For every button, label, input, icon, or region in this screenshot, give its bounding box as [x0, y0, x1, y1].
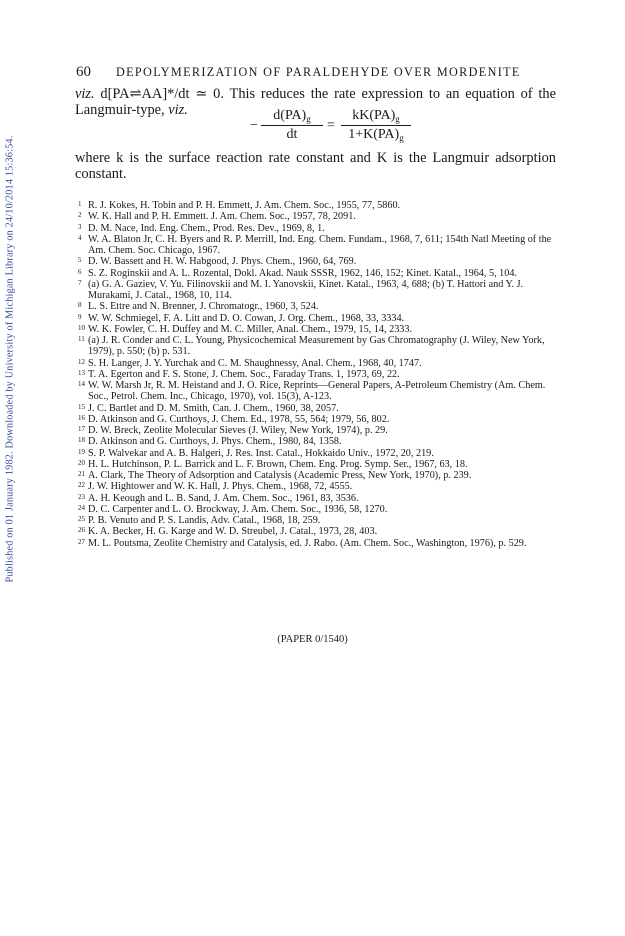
reference-item [78, 481, 562, 492]
reference-item [78, 470, 562, 481]
reference-number: 27 [78, 537, 85, 546]
reference-item [78, 436, 562, 447]
reference-text: A. H. Keough and L. B. Sand, J. Am. Chem. Soc., 1961, 83, 3536. [88, 492, 359, 504]
reference-item [78, 380, 562, 403]
reference-number: 4 [78, 233, 82, 242]
rhs-numerator-text: kK(PA) [352, 108, 396, 123]
reference-text: A. Clark, The Theory of Adsorption and Catalysis (Academic Press, New York, 1970), p. 239. [88, 470, 472, 481]
reference-item [78, 279, 562, 302]
equation-lhs-fraction [261, 108, 323, 143]
reference-number: 9 [78, 312, 82, 321]
rhs-denominator-subscript: g [399, 133, 404, 143]
page-number: 60 [76, 64, 91, 80]
reference-text: W. K. Hall and P. H. Emmett. J. Am. Chem. Soc., 1957, 78, 2091. [88, 211, 356, 223]
reference-text: W. K. Fowler, C. H. Duffey and M. C. Miller, Anal. Chem., 1979, 15, 14, 2333. [88, 323, 413, 335]
reference-text: D. M. Nace, Ind. Eng. Chem., Prod. Res. Dev., 1969, 8, 1. [88, 222, 325, 234]
rhs-subscript: g [395, 114, 400, 124]
reference-number: 26 [78, 526, 85, 535]
reference-item [78, 538, 562, 549]
reference-item [78, 223, 562, 234]
viz-label: viz. [75, 86, 95, 102]
page-header [76, 64, 556, 80]
download-stamp [2, 122, 18, 596]
reference-item [78, 369, 562, 380]
reference-text: K. A. Becker, H. G. Karge and W. D. Streubel, J. Catal., 1973, 28, 403. [88, 526, 378, 538]
reference-number: 24 [78, 503, 85, 512]
reference-text: W. W. Schmiegel, F. A. Litt and D. O. Cowan, J. Org. Chem., 1968, 33, 3334. [88, 312, 405, 324]
reference-text: D. Atkinson and G. Curthoys, J. Phys. Chem., 1980, 84, 1358. [88, 436, 342, 448]
reference-text: T. A. Egerton and F. S. Stone, J. Chem. Soc., Faraday Trans. 1, 1973, 69, 22. [88, 368, 400, 380]
reference-text: W. A. Blaton Jr, C. H. Byers and R. P. Merrill, Ind. Eng. Chem. Fundam., 1968, 7, 611; 154th Natl Meeting of the Am. Chem. Soc. Chicago, 1967. [88, 233, 552, 256]
reference-text: D. W. Bassett and H. W. Habgood, J. Phys. Chem., 1960, 64, 769. [88, 256, 357, 268]
reference-number: 5 [78, 256, 82, 265]
reference-item [78, 526, 562, 537]
reference-number: 2 [78, 211, 82, 220]
reference-item [78, 493, 562, 504]
reference-number: 11 [78, 335, 85, 343]
reference-text: R. J. Kokes, H. Tobin and P. H. Emmett, J. Am. Chem. Soc., 1955, 77, 5860. [88, 200, 401, 211]
reference-number: 17 [78, 425, 85, 433]
equation-equals: = [327, 118, 335, 133]
reference-item [78, 459, 562, 470]
reference-text: S. P. Walvekar and A. B. Halgeri, J. Res. Inst. Catal., Hokkaido Univ., 1972, 20, 219. [88, 447, 434, 459]
rhs-denominator [341, 126, 411, 143]
reference-number: 22 [78, 481, 85, 490]
reference-number: 19 [78, 447, 85, 456]
reference-item [78, 515, 562, 526]
reference-number: 15 [78, 402, 85, 411]
download-stamp-text: Published on 01 January 1982. Downloaded by University of Michigan Library on 24/10/2014 15:36:54. [4, 135, 16, 583]
reference-item [78, 200, 562, 211]
reference-number: 18 [78, 436, 85, 445]
rate-expression-text: d[PA⇌AA]*/dt ≃ 0. This reduces the rate expression to an equation of the Langmuir-type, [75, 86, 556, 118]
reference-item [78, 324, 562, 335]
reference-number: 14 [78, 380, 85, 388]
reference-list [78, 200, 562, 549]
reference-text: D. W. Breck, Zeolite Molecular Sieves (J. Wiley, New York, 1974), p. 29. [88, 425, 388, 436]
reference-item [78, 301, 562, 312]
lhs-denominator: dt [286, 127, 298, 142]
reference-number: 20 [78, 458, 85, 467]
reference-item [78, 256, 562, 267]
reference-text: J. C. Bartlet and D. M. Smith, Can. J. Chem., 1960, 38, 2057. [88, 402, 339, 414]
reference-number: 12 [78, 357, 85, 366]
reference-text: P. B. Venuto and P. S. Landis, Adv. Catal., 1968, 18, 259. [88, 515, 321, 526]
viz-label-end: viz. [168, 102, 188, 118]
reference-text: L. S. Ettre and N. Brenner, J. Chromatogr., 1960, 3, 524. [88, 301, 319, 313]
paper-footer: (PAPER 0/1540) [277, 634, 348, 645]
reference-number: 10 [78, 323, 85, 332]
rhs-numerator [341, 108, 411, 126]
reference-text: J. W. Hightower and W. K. Hall, J. Phys. Chem., 1968, 72, 4555. [88, 481, 353, 493]
reference-item [78, 425, 562, 436]
reference-text: W. W. Marsh Jr, R. M. Heistand and J. O. Rice, Reprints—General Papers, A-Petroleum Chemistry (Am. Chem. Soc., Petrol. Chem. Inc., Chicago, 1970), vol. 15(3), A-123. [88, 380, 546, 403]
reference-text: S. H. Langer, J. Y. Yurchak and C. M. Shaughnessy, Anal. Chem., 1968, 40, 1747. [88, 357, 422, 369]
reference-number: 25 [78, 515, 85, 523]
reference-item [78, 358, 562, 369]
langmuir-equation [250, 108, 410, 146]
lhs-subscript: g [306, 114, 311, 124]
reference-text: D. C. Carpenter and L. O. Brockway, J. Am. Chem. Soc., 1936, 58, 1270. [88, 503, 388, 515]
reference-item [78, 313, 562, 324]
reference-number: 8 [78, 301, 82, 310]
reference-number: 23 [78, 492, 85, 501]
reference-number: 13 [78, 368, 85, 377]
reference-text: M. L. Poutsma, Zeolite Chemistry and Catalysis, ed. J. Rabo. (Am. Chem. Soc., Washington, 1976), p. 529. [88, 537, 527, 549]
reference-number: 7 [78, 278, 82, 287]
reference-text: (a) J. R. Conder and C. L. Young, Physicochemical Measurement by Gas Chromatography (J. Wiley, New York, 1979), p. 550; (b) p. 531. [88, 335, 545, 358]
equation-rhs-fraction [341, 108, 411, 143]
reference-number: 21 [78, 470, 85, 478]
reference-text: H. L. Hutchinson, P. L. Barrick and L. F. Brown, Chem. Eng. Prog. Symp. Ser., 1967, 63, 18. [88, 458, 468, 470]
paragraph-constants: where k is the surface reaction rate constant and K is the Langmuir adsorption constant. [75, 150, 556, 182]
reference-item [78, 211, 562, 222]
rhs-denominator-text: 1+K(PA) [348, 127, 400, 142]
reference-number: 3 [78, 222, 82, 231]
reference-number: 6 [78, 267, 82, 276]
reference-item [78, 448, 562, 459]
reference-item [78, 234, 562, 257]
lhs-numerator-text: d(PA) [273, 108, 307, 123]
equation-minus: − [250, 118, 258, 133]
reference-item [78, 268, 562, 279]
reference-number: 1 [78, 200, 82, 208]
reference-text: D. Atkinson and G. Curthoys, J. Chem. Ed., 1978, 55, 564; 1979, 56, 802. [88, 413, 390, 425]
reference-item [78, 414, 562, 425]
reference-text: (a) G. A. Gaziev, V. Yu. Filinovskii and M. I. Yanovskii, Kinet. Katal., 1963, 4, 688; (b) T. Hattori and Y. J. Murakami, J. Catal., 1968, 10, 114. [88, 278, 524, 301]
reference-item [78, 504, 562, 515]
lhs-numerator [261, 108, 323, 126]
reference-text: S. Z. Roginskii and A. L. Rozental, Dokl. Akad. Nauk SSSR, 1962, 146, 152; Kinet. Katal., 1964, 5, 104. [88, 267, 517, 279]
reference-item [78, 403, 562, 414]
reference-item [78, 335, 562, 358]
running-title: DEPOLYMERIZATION OF PARALDEHYDE OVER MORDENITE [116, 65, 521, 79]
reference-number: 16 [78, 413, 85, 422]
